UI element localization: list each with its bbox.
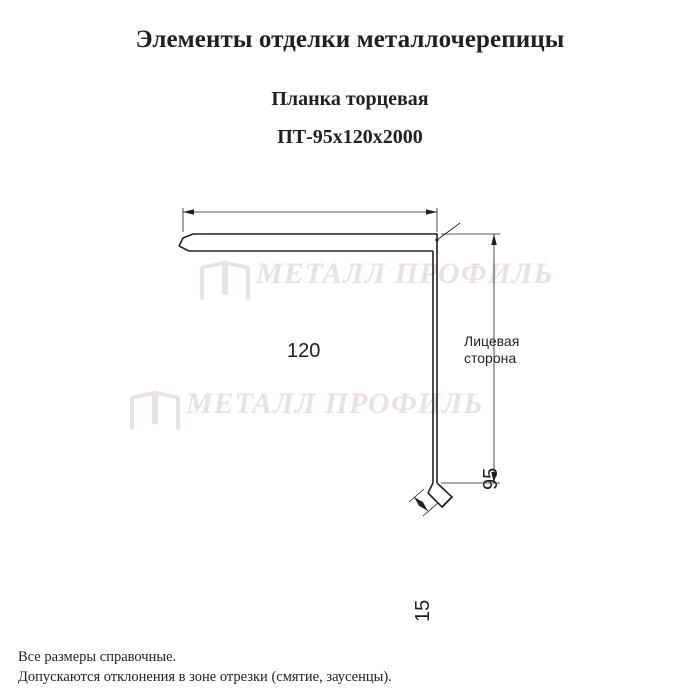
drawing-svg [0,150,700,570]
dimension-label-width: 120 [287,340,321,362]
footnotes [18,647,392,687]
technical-drawing [0,150,700,622]
footnote-line-1: Все размеры справочные. [18,649,177,665]
dimension-15 [409,489,438,516]
page-title: Элементы отделки металлочерепицы [135,26,565,53]
dimension-label-height: 95 [480,467,502,490]
footnote-line-2: Допускаются отклонения в зоне отрезки (смятие, заусенцы). [18,669,392,685]
product-name: Планка торцевая [271,88,429,110]
product-code: ПТ-95х120х2000 [277,126,423,148]
profile-outline [179,234,452,507]
annotation-face-side-line1: Лицевая [464,333,520,349]
watermark-text: МЕТАЛЛ ПРОФИЛЬ [256,257,554,290]
leader-line-face-side [435,223,460,242]
annotation-face-side-line2: сторона [464,350,517,366]
dimension-label-flange: 15 [412,599,434,622]
annotation-face-side [464,333,519,367]
watermark-text: МЕТАЛЛ ПРОФИЛЬ [186,387,484,420]
dimension-120 [183,208,437,232]
